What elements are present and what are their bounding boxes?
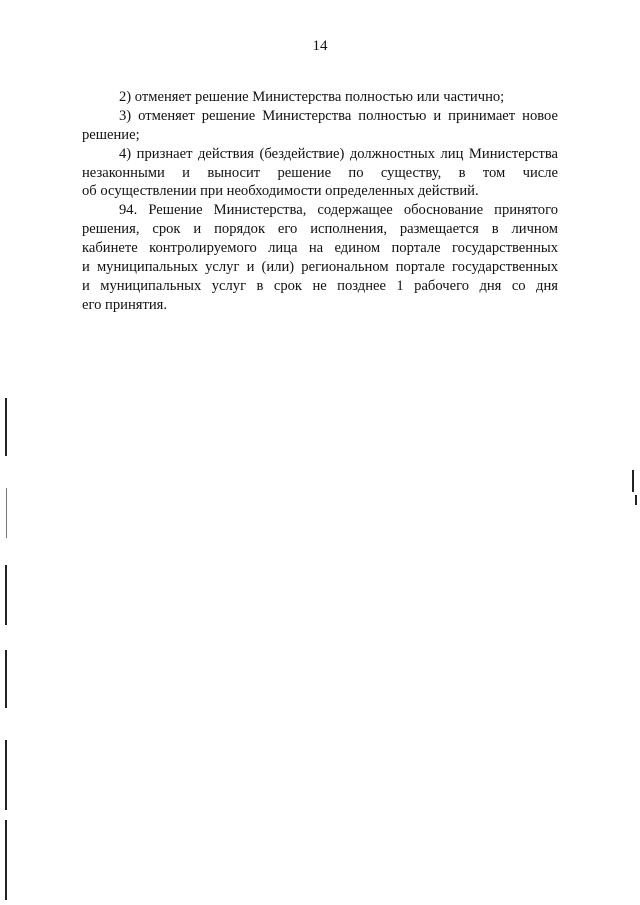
text-line: 2) отменяет решение Министерства полностью или частично; (119, 89, 505, 105)
scan-artifact (5, 565, 7, 625)
scan-artifact (5, 740, 7, 810)
text-line: об осуществлении при необходимости определенных действий. (82, 183, 479, 200)
text-line: и муниципальных услуг и (или) региональном портале государственных (82, 259, 558, 276)
document-body (82, 88, 558, 315)
scan-artifact (635, 495, 637, 505)
scan-artifact (5, 650, 7, 708)
text-line: кабинете контролируемого лица на едином портале государственных (82, 240, 558, 257)
text-line: его принятия. (82, 296, 168, 313)
scan-artifact (632, 470, 634, 492)
text-line: 4) признает действия (бездействие) должностных лиц Министерства (119, 145, 558, 162)
scan-artifact (6, 488, 7, 538)
scan-artifact (5, 820, 7, 900)
text-line: 3) отменяет решение Министерства полностью и принимает новое (119, 107, 558, 124)
text-line: и муниципальных услуг в срок не позднее 1 рабочего дня со дня (82, 277, 558, 294)
text-line: 94. Решение Министерства, содержащее обоснование принятого (119, 202, 558, 219)
page-number: 14 (312, 38, 328, 54)
scan-artifact (5, 398, 7, 456)
text-line: решение; (82, 126, 140, 143)
text-line: незаконными и выносит решение по существу, в том числе (82, 164, 558, 181)
text-line: решения, срок и порядок его исполнения, размещается в личном (82, 221, 558, 238)
